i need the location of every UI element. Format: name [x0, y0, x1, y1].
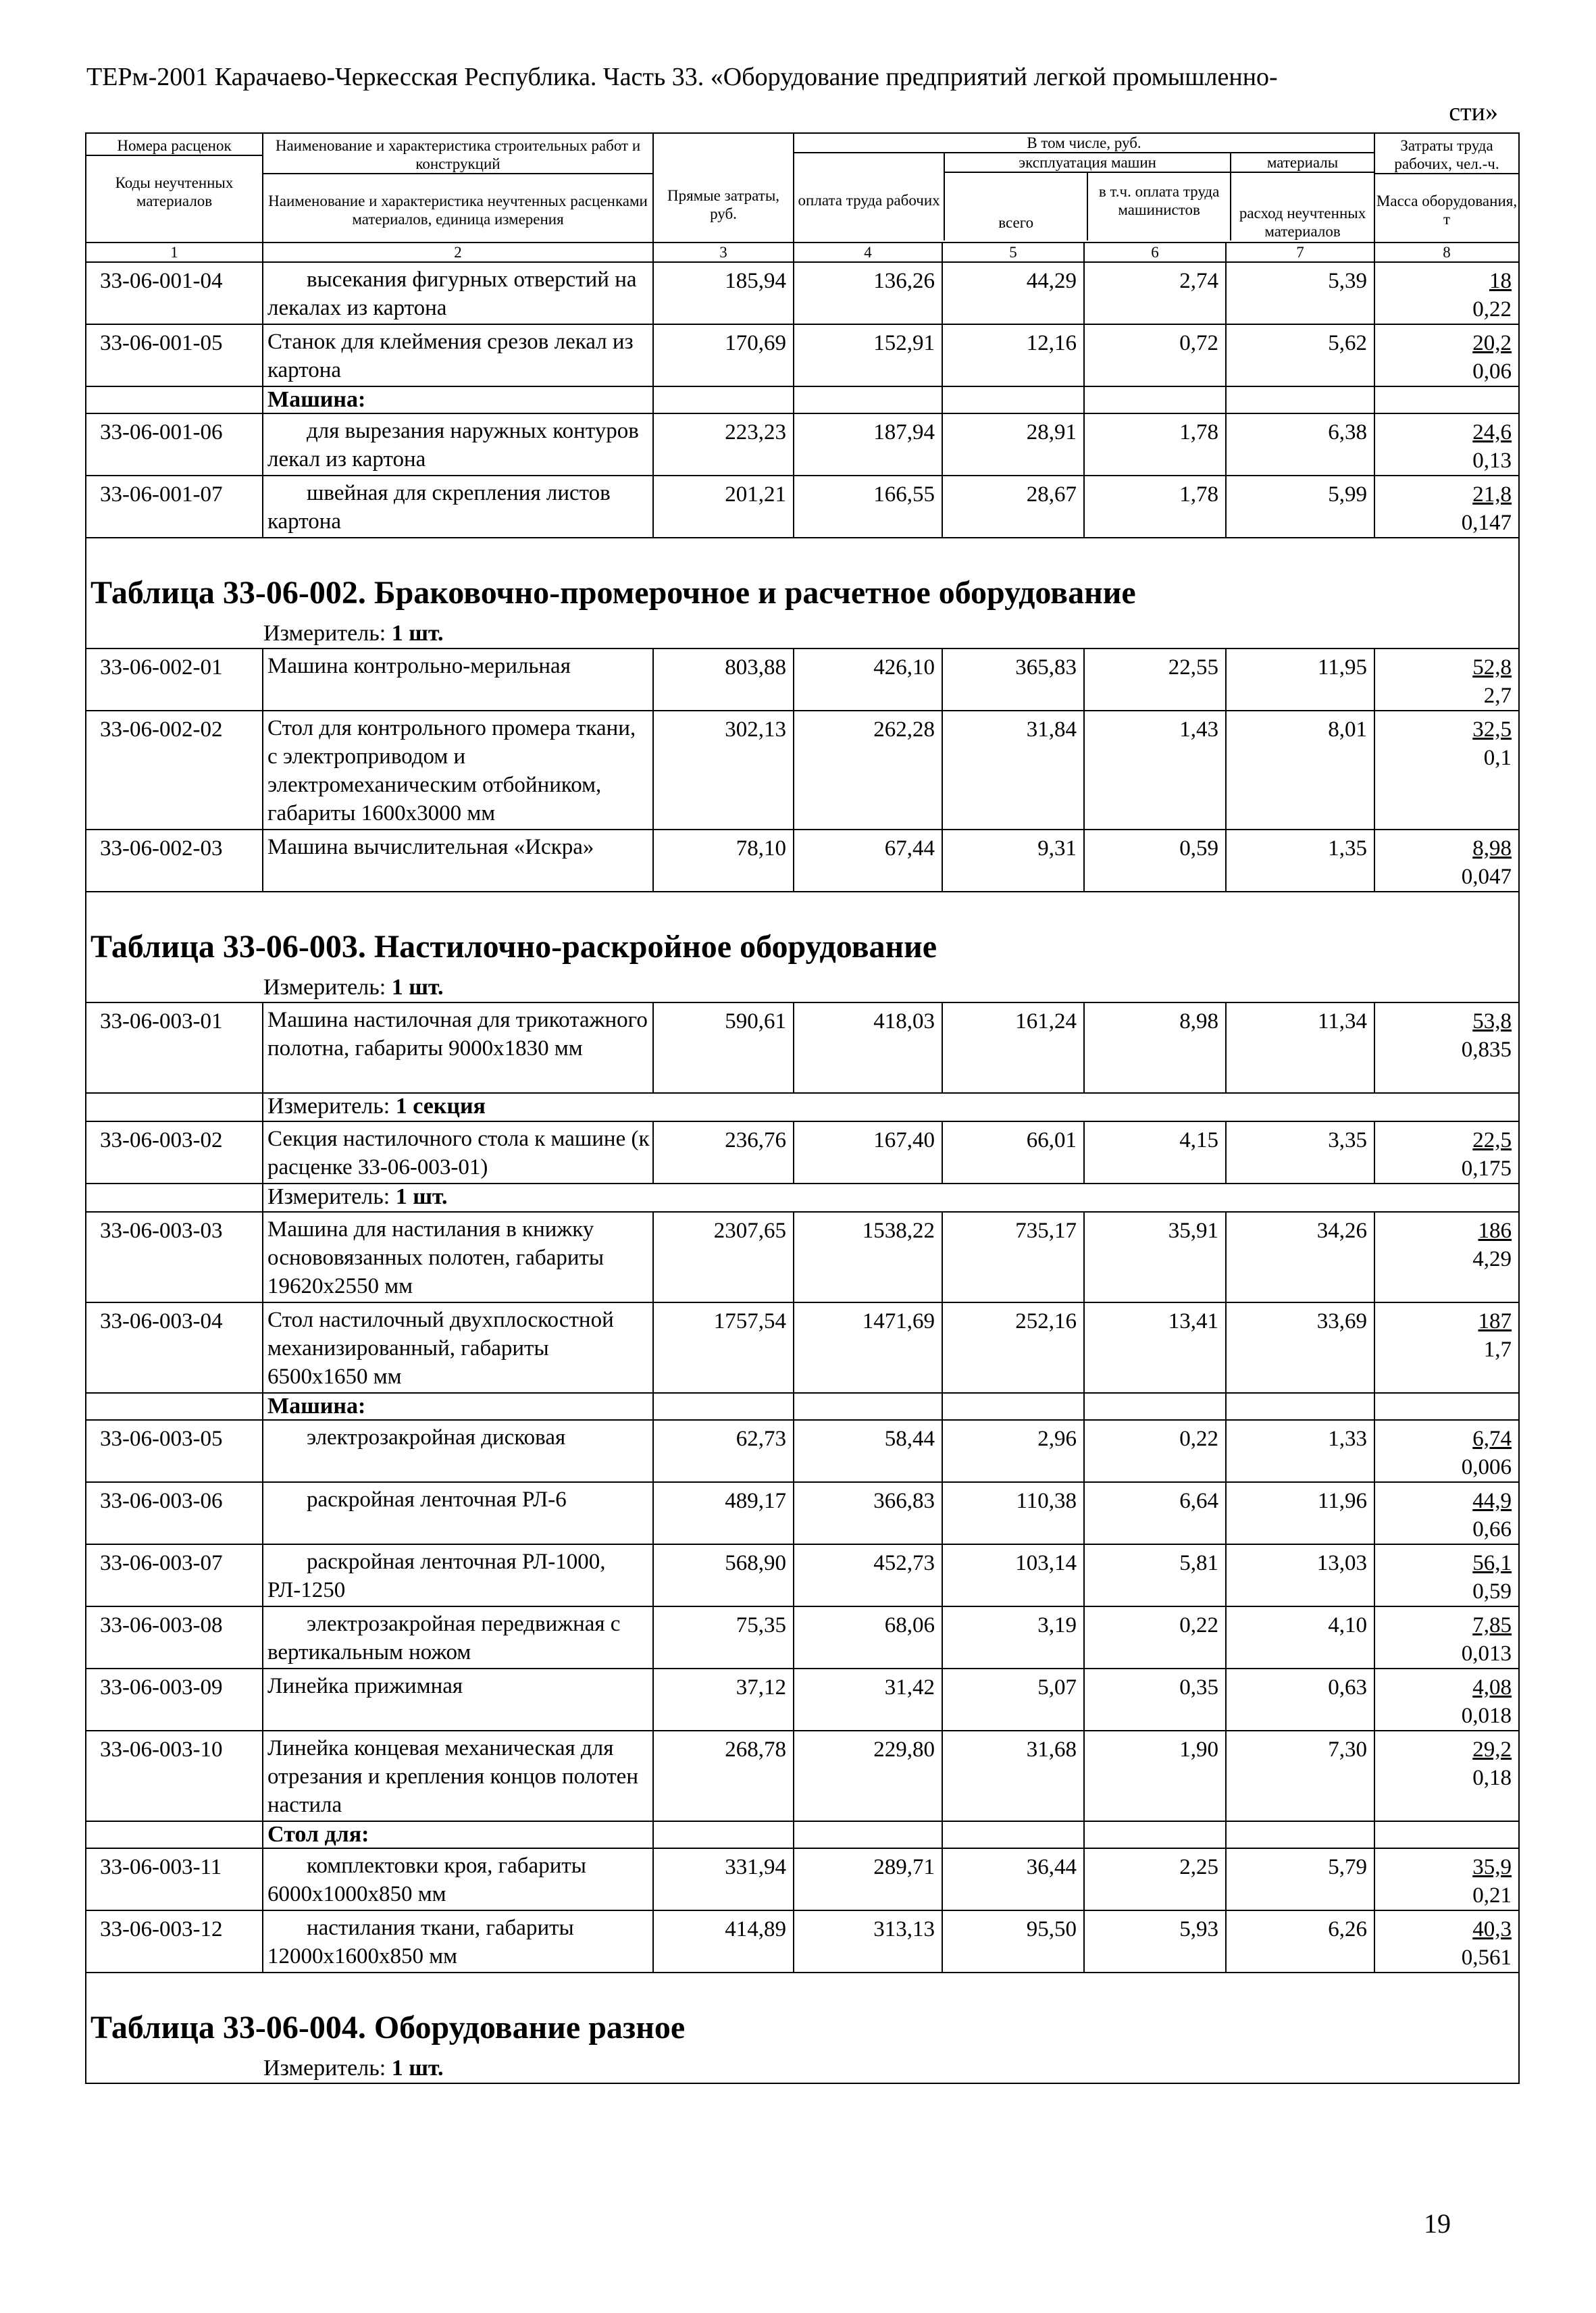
row-labor-mass — [1374, 1121, 1519, 1184]
row-direct: 302,13 — [653, 711, 794, 830]
row-name: Секция настилочного стола к машине (к расценке 33-06-003-01) — [263, 1121, 653, 1184]
row-code: 33-06-002-02 — [86, 711, 263, 830]
row-mat: 11,95 — [1226, 649, 1374, 711]
col8-top: Затраты труда рабочих, чел.-ч. — [1375, 136, 1518, 174]
measure-row — [86, 967, 1519, 1002]
row-code: 33-06-003-05 — [86, 1420, 263, 1482]
row-labor: 53,8 — [1472, 1009, 1512, 1034]
row-mass: 0,18 — [1472, 1766, 1512, 1790]
subheading-machine: Машина: — [263, 1393, 653, 1420]
row-name: Машина настилочная для трикотажного полотна, габариты 9000х1830 мм — [263, 1002, 653, 1093]
row-direct: 62,73 — [653, 1420, 794, 1482]
row-mat: 34,26 — [1226, 1212, 1374, 1302]
col5-label: всего — [998, 214, 1034, 231]
table-row — [86, 262, 1519, 324]
row-code: 33-06-003-10 — [86, 1731, 263, 1821]
table-row — [86, 830, 1519, 892]
row-pay: 289,71 — [794, 1848, 942, 1910]
table-row — [86, 1420, 1519, 1482]
col-num-4: 4 — [794, 243, 942, 262]
row-mass: 1,7 — [1483, 1338, 1512, 1362]
row-labor: 4,08 — [1472, 1675, 1512, 1700]
row-code: 33-06-003-03 — [86, 1212, 263, 1302]
row-pay: 313,13 — [794, 1910, 942, 1973]
table-row — [86, 1848, 1519, 1910]
row-direct: 75,35 — [653, 1606, 794, 1669]
measure-pcs — [263, 1184, 1519, 1212]
subheading-row — [86, 1393, 1519, 1420]
row-pay: 167,40 — [794, 1121, 942, 1184]
row-total: 9,31 — [942, 830, 1084, 892]
row-total: 36,44 — [942, 1848, 1084, 1910]
row-mat: 1,33 — [1226, 1420, 1374, 1482]
row-name: Машина контрольно-мерильная — [263, 649, 653, 711]
row-name: высекания фигурных отверстий на лекалах из картона — [263, 262, 653, 324]
row-mass: 0,018 — [1461, 1704, 1512, 1728]
row-mass: 4,29 — [1472, 1247, 1512, 1271]
row-mat: 5,62 — [1226, 324, 1374, 386]
row-mach: 0,59 — [1084, 830, 1226, 892]
col1-top: Номера расценок — [86, 136, 262, 156]
measure-label: Измеритель: — [267, 1184, 390, 1209]
row-pay: 426,10 — [794, 649, 942, 711]
table-row — [86, 1544, 1519, 1606]
row-mach: 1,90 — [1084, 1731, 1226, 1821]
row-mass: 0,147 — [1461, 511, 1512, 535]
row-total: 103,14 — [942, 1544, 1084, 1606]
table-row — [86, 1910, 1519, 1973]
row-total: 28,67 — [942, 476, 1084, 538]
row-total: 31,68 — [942, 1731, 1084, 1821]
row-labor-mass — [1374, 476, 1519, 538]
subheading-row — [86, 386, 1519, 413]
row-mass: 0,22 — [1472, 297, 1512, 322]
subheading-machine: Машина: — [263, 386, 653, 413]
row-labor-mass — [1374, 413, 1519, 476]
row-pay: 67,44 — [794, 830, 942, 892]
subheading-table-for: Стол для: — [263, 1821, 653, 1848]
row-pay: 58,44 — [794, 1420, 942, 1482]
row-total: 66,01 — [942, 1121, 1084, 1184]
row-pay: 31,42 — [794, 1669, 942, 1731]
col-num-8: 8 — [1374, 243, 1519, 262]
table-row — [86, 1212, 1519, 1302]
row-name: для вырезания наружных контуров лекал из картона — [263, 413, 653, 476]
row-mat: 5,99 — [1226, 476, 1374, 538]
row-labor: 40,3 — [1472, 1917, 1512, 1941]
row-code: 33-06-003-01 — [86, 1002, 263, 1093]
row-mat: 11,96 — [1226, 1482, 1374, 1544]
row-name: раскройная ленточная РЛ-1000, РЛ-1250 — [263, 1544, 653, 1606]
row-pay: 136,26 — [794, 262, 942, 324]
row-labor-mass — [1374, 1302, 1519, 1393]
measure-section — [263, 1093, 1519, 1121]
col3-label: Прямые затраты, руб. — [667, 187, 780, 222]
col-num-3: 3 — [653, 243, 794, 262]
row-mach: 5,93 — [1084, 1910, 1226, 1973]
row-mach: 2,74 — [1084, 262, 1226, 324]
row-name: настилания ткани, габариты 12000х1600х850 мм — [263, 1910, 653, 1973]
row-direct: 170,69 — [653, 324, 794, 386]
row-total: 95,50 — [942, 1910, 1084, 1973]
col8-bottom: Масса оборудования, т — [1376, 193, 1518, 228]
row-total: 110,38 — [942, 1482, 1084, 1544]
row-name: раскройная ленточная РЛ-6 — [263, 1482, 653, 1544]
row-mass: 0,561 — [1461, 1946, 1512, 1970]
table-row — [86, 413, 1519, 476]
row-mach: 1,78 — [1084, 476, 1226, 538]
table-row — [86, 1121, 1519, 1184]
row-mat: 5,39 — [1226, 262, 1374, 324]
row-direct: 78,10 — [653, 830, 794, 892]
page-number: 19 — [1424, 2208, 1451, 2239]
row-direct: 568,90 — [653, 1544, 794, 1606]
row-mass: 0,59 — [1472, 1579, 1512, 1604]
row-code: 33-06-001-07 — [86, 476, 263, 538]
row-mat: 6,38 — [1226, 413, 1374, 476]
row-mach: 0,72 — [1084, 324, 1226, 386]
row-code: 33-06-003-12 — [86, 1910, 263, 1973]
row-code: 33-06-003-06 — [86, 1482, 263, 1544]
col2-bottom: Наименование и характеристика неучтенных расценками материалов, единица измерения — [268, 193, 648, 228]
row-direct: 2307,65 — [653, 1212, 794, 1302]
row-direct: 414,89 — [653, 1910, 794, 1973]
row-mat: 0,63 — [1226, 1669, 1374, 1731]
col6-label: в т.ч. оплата труда машинистов — [1098, 183, 1220, 218]
row-code: 33-06-001-05 — [86, 324, 263, 386]
row-mach: 1,43 — [1084, 711, 1226, 830]
row-pay: 229,80 — [794, 1731, 942, 1821]
table-title-row — [86, 1973, 1519, 2048]
row-pay: 187,94 — [794, 413, 942, 476]
table-row — [86, 1482, 1519, 1544]
measure-label: Измеритель: — [263, 621, 386, 646]
table-003-title: Таблица 33-06-003. Настилочно-раскройное оборудование — [86, 892, 1519, 967]
row-name: Линейка концевая механическая для отрезания и крепления концов полотен настила — [263, 1731, 653, 1821]
row-direct: 1757,54 — [653, 1302, 794, 1393]
row-mach: 0,35 — [1084, 1669, 1226, 1731]
row-labor-mass — [1374, 1848, 1519, 1910]
row-mat: 11,34 — [1226, 1002, 1374, 1093]
row-mach: 6,64 — [1084, 1482, 1226, 1544]
row-total: 31,84 — [942, 711, 1084, 830]
row-name: Стол для контрольного промера ткани, с электроприводом и электромеханическим отбойником, габариты 1600х3000 мм — [263, 711, 653, 830]
table-title-row — [86, 538, 1519, 613]
row-pay: 152,91 — [794, 324, 942, 386]
row-labor: 44,9 — [1472, 1489, 1512, 1513]
row-labor-mass — [1374, 1420, 1519, 1482]
row-mass: 0,13 — [1472, 449, 1512, 473]
row-labor: 18 — [1489, 269, 1512, 293]
row-code: 33-06-003-02 — [86, 1121, 263, 1184]
row-code: 33-06-002-01 — [86, 649, 263, 711]
row-code: 33-06-003-08 — [86, 1606, 263, 1669]
row-total: 44,29 — [942, 262, 1084, 324]
row-mass: 0,013 — [1461, 1642, 1512, 1666]
row-mass: 0,21 — [1472, 1883, 1512, 1908]
row-labor: 21,8 — [1472, 482, 1512, 507]
row-direct: 268,78 — [653, 1731, 794, 1821]
row-mass: 2,7 — [1483, 684, 1512, 708]
table-row — [86, 1731, 1519, 1821]
materials-label: материалы — [1231, 153, 1374, 172]
row-mass: 0,006 — [1461, 1455, 1512, 1479]
col1-bottom: Коды неучтенных материалов — [115, 174, 234, 209]
row-direct: 489,17 — [653, 1482, 794, 1544]
row-code: 33-06-003-04 — [86, 1302, 263, 1393]
row-name: Станок для клеймения срезов лекал из картона — [263, 324, 653, 386]
row-name: электрозакройная передвижная с вертикальным ножом — [263, 1606, 653, 1669]
table-row — [86, 711, 1519, 830]
row-direct: 331,94 — [653, 1848, 794, 1910]
table-004-measure — [86, 2048, 1519, 2083]
row-mat: 3,35 — [1226, 1121, 1374, 1184]
row-total: 3,19 — [942, 1606, 1084, 1669]
col-num-6: 6 — [1084, 243, 1226, 262]
row-labor: 56,1 — [1472, 1551, 1512, 1575]
row-mach: 2,25 — [1084, 1848, 1226, 1910]
measure-label: Измеритель: — [263, 975, 386, 1000]
row-labor-mass — [1374, 1482, 1519, 1544]
row-labor-mass — [1374, 711, 1519, 830]
row-pay: 1538,22 — [794, 1212, 942, 1302]
row-labor-mass — [1374, 1606, 1519, 1669]
measure-label: Измеритель: — [263, 2056, 386, 2081]
row-direct: 185,94 — [653, 262, 794, 324]
row-mat: 6,26 — [1226, 1910, 1374, 1973]
row-mach: 8,98 — [1084, 1002, 1226, 1093]
measure-label: Измеритель: — [267, 1094, 390, 1119]
row-mach: 22,55 — [1084, 649, 1226, 711]
row-labor-mass — [1374, 1731, 1519, 1821]
row-code: 33-06-003-11 — [86, 1848, 263, 1910]
row-labor: 20,2 — [1472, 331, 1512, 355]
row-labor-mass — [1374, 324, 1519, 386]
row-pay: 1471,69 — [794, 1302, 942, 1393]
table-row — [86, 1302, 1519, 1393]
row-direct: 590,61 — [653, 1002, 794, 1093]
table-row — [86, 1002, 1519, 1093]
running-header-line1: ТЕРм-2001 Карачаево-Черкесская Республика. Часть 33. «Оборудование предприятий легкой промышленно- — [86, 63, 1278, 91]
row-code: 33-06-002-03 — [86, 830, 263, 892]
row-name: комплектовки кроя, габариты 6000х1000х850 мм — [263, 1848, 653, 1910]
row-name: электрозакройная дисковая — [263, 1420, 653, 1482]
subgroup-label: эксплуатация машин — [944, 153, 1231, 172]
subheading-row — [86, 1821, 1519, 1848]
col2-top: Наименование и характеристика строительных работ и конструкций — [263, 136, 652, 174]
measure-value: 1 секция — [395, 1094, 486, 1119]
row-mach: 1,78 — [1084, 413, 1226, 476]
row-total: 252,16 — [942, 1302, 1084, 1393]
row-pay: 418,03 — [794, 1002, 942, 1093]
row-total: 365,83 — [942, 649, 1084, 711]
measure-value: 1 шт. — [395, 1184, 448, 1209]
col-num-2: 2 — [263, 243, 653, 262]
row-mach: 35,91 — [1084, 1212, 1226, 1302]
row-mass: 0,175 — [1461, 1156, 1512, 1181]
row-mat: 5,79 — [1226, 1848, 1374, 1910]
row-mat: 7,30 — [1226, 1731, 1374, 1821]
row-mass: 0,047 — [1461, 865, 1512, 889]
table-row — [86, 1669, 1519, 1731]
row-mat: 33,69 — [1226, 1302, 1374, 1393]
row-labor-mass — [1374, 1544, 1519, 1606]
row-name: Машина вычислительная «Искра» — [263, 830, 653, 892]
measure-row — [86, 1184, 1519, 1212]
row-mass: 0,835 — [1461, 1038, 1512, 1062]
measure-row — [86, 1093, 1519, 1121]
col-num-1: 1 — [86, 243, 263, 262]
measure-value: 1 шт. — [391, 2056, 444, 2081]
row-total: 161,24 — [942, 1002, 1084, 1093]
row-total: 5,07 — [942, 1669, 1084, 1731]
row-labor-mass — [1374, 1002, 1519, 1093]
row-total: 28,91 — [942, 413, 1084, 476]
row-labor: 52,8 — [1472, 655, 1512, 680]
row-labor: 186 — [1478, 1219, 1512, 1243]
row-direct: 803,88 — [653, 649, 794, 711]
row-labor-mass — [1374, 830, 1519, 892]
col7-label: расход неучтенных материалов — [1239, 205, 1366, 240]
row-mass: 0,66 — [1472, 1517, 1512, 1542]
row-code: 33-06-003-09 — [86, 1669, 263, 1731]
table-row — [86, 649, 1519, 711]
row-pay: 68,06 — [794, 1606, 942, 1669]
row-labor: 6,74 — [1472, 1427, 1512, 1451]
col4-label: оплата труда рабочих — [798, 192, 940, 209]
row-labor: 22,5 — [1472, 1128, 1512, 1152]
column-number-row — [86, 243, 1519, 262]
row-direct: 236,76 — [653, 1121, 794, 1184]
row-labor-mass — [1374, 649, 1519, 711]
price-table — [85, 132, 1520, 2084]
row-labor-mass — [1374, 1212, 1519, 1302]
row-name: Машина для настилания в книжку основовязанных полотен, габариты 19620х2550 мм — [263, 1212, 653, 1302]
row-direct: 37,12 — [653, 1669, 794, 1731]
row-labor: 7,85 — [1472, 1613, 1512, 1637]
row-pay: 366,83 — [794, 1482, 942, 1544]
row-pay: 166,55 — [794, 476, 942, 538]
table-004-title: Таблица 33-06-004. Оборудование разное — [86, 1973, 1519, 2048]
row-labor-mass — [1374, 262, 1519, 324]
row-labor: 35,9 — [1472, 1855, 1512, 1879]
group-label: В том числе, руб. — [794, 134, 1374, 153]
row-code: 33-06-001-04 — [86, 262, 263, 324]
measure-row — [86, 613, 1519, 649]
row-code: 33-06-003-07 — [86, 1544, 263, 1606]
row-labor: 24,6 — [1472, 420, 1512, 444]
table-002-measure — [86, 613, 1519, 649]
table-row — [86, 324, 1519, 386]
row-labor-mass — [1374, 1910, 1519, 1973]
row-mach: 13,41 — [1084, 1302, 1226, 1393]
row-labor: 29,2 — [1472, 1737, 1512, 1762]
table-row — [86, 1606, 1519, 1669]
header-row — [86, 133, 1519, 243]
row-labor: 8,98 — [1472, 836, 1512, 861]
row-name: Стол настилочный двухплоскостной механизированный, габариты 6500х1650 мм — [263, 1302, 653, 1393]
measure-value: 1 шт. — [391, 975, 444, 1000]
measure-row — [86, 2048, 1519, 2083]
row-total: 2,96 — [942, 1420, 1084, 1482]
row-labor: 187 — [1478, 1309, 1512, 1333]
row-total: 735,17 — [942, 1212, 1084, 1302]
row-mat: 1,35 — [1226, 830, 1374, 892]
row-mass: 0,1 — [1483, 746, 1512, 770]
table-row — [86, 476, 1519, 538]
row-direct: 201,21 — [653, 476, 794, 538]
row-mat: 4,10 — [1226, 1606, 1374, 1669]
row-mach: 4,15 — [1084, 1121, 1226, 1184]
row-labor-mass — [1374, 1669, 1519, 1731]
row-mat: 8,01 — [1226, 711, 1374, 830]
group-subtable — [794, 153, 1374, 240]
row-mach: 0,22 — [1084, 1420, 1226, 1482]
row-pay: 452,73 — [794, 1544, 942, 1606]
row-labor: 32,5 — [1472, 717, 1512, 742]
running-header — [86, 61, 1498, 126]
row-name: Линейка прижимная — [263, 1669, 653, 1731]
running-header-line2: сти» — [1449, 98, 1498, 126]
row-code: 33-06-001-06 — [86, 413, 263, 476]
row-name: швейная для скрепления листов картона — [263, 476, 653, 538]
row-total: 12,16 — [942, 324, 1084, 386]
row-pay: 262,28 — [794, 711, 942, 830]
measure-value: 1 шт. — [391, 621, 444, 646]
row-mass: 0,06 — [1472, 359, 1512, 384]
col-num-5: 5 — [942, 243, 1084, 262]
table-003-measure — [86, 967, 1519, 1002]
row-mat: 13,03 — [1226, 1544, 1374, 1606]
row-mach: 5,81 — [1084, 1544, 1226, 1606]
table-002-title: Таблица 33-06-002. Браковочно-промерочное и расчетное оборудование — [86, 538, 1519, 613]
row-mach: 0,22 — [1084, 1606, 1226, 1669]
row-direct: 223,23 — [653, 413, 794, 476]
col-num-7: 7 — [1226, 243, 1374, 262]
table-title-row — [86, 892, 1519, 967]
